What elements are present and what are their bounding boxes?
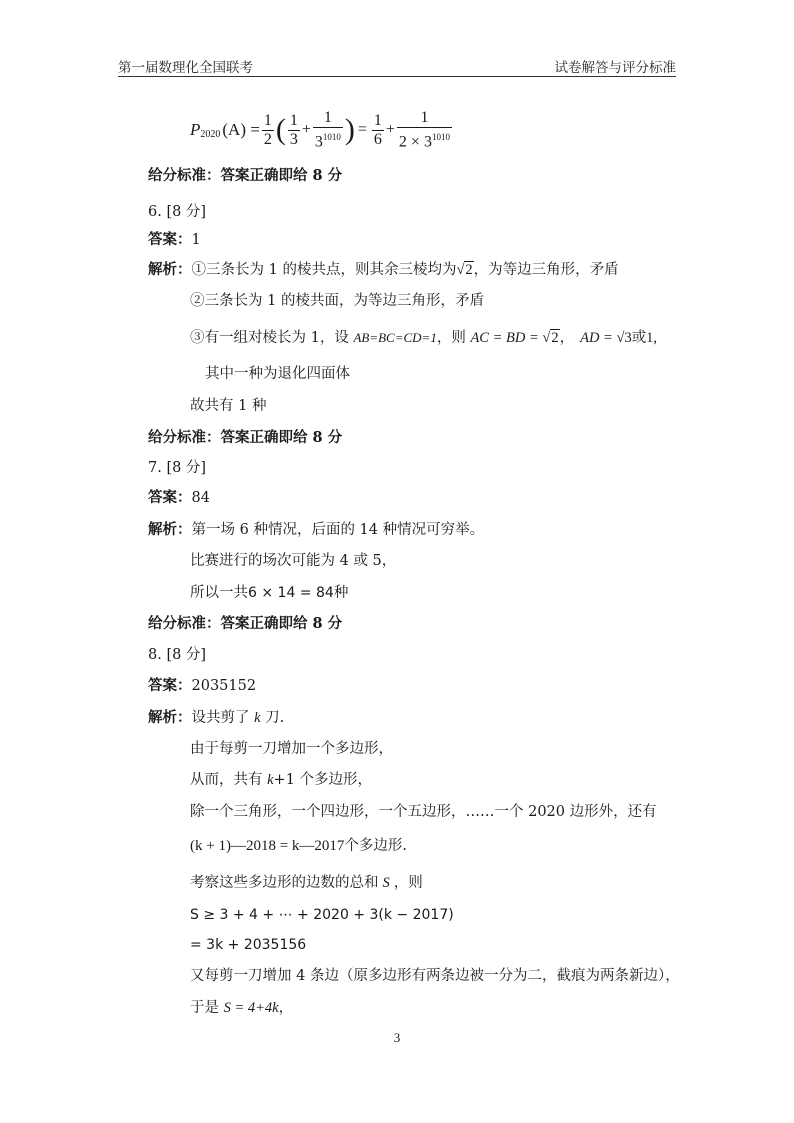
question-title: 6. [8 分]	[148, 204, 207, 220]
solution-line: 所以一共6 × 14 = 84种	[190, 585, 349, 601]
solution-line: 考察这些多边形的边数的总和 S ，则	[190, 875, 423, 891]
question-title: 8. [8 分]	[148, 647, 207, 663]
math-line: = 3k + 2035156	[190, 937, 307, 953]
score-note: 给分标准：答案正确即给 8 分	[148, 615, 343, 632]
solution-line: ③有一组对棱长为 1，设 AB=BC=CD=1，则 AC = BD = √2， AD = √3或1,	[190, 330, 658, 346]
sqrt-expression: √2	[456, 262, 473, 278]
solution-line: 故共有 1 种	[190, 398, 267, 414]
header-divider	[118, 76, 676, 77]
fraction: $\frac{1}{6}$	[373, 111, 382, 148]
solution-line: (k + 1)—2018 = k—2017个多边形.	[190, 838, 408, 854]
answer-line: 答案：1	[148, 231, 201, 248]
solution-line: ②三条长为 1 的棱共面，为等边三角形，矛盾	[190, 293, 484, 309]
page-header	[118, 56, 676, 76]
fraction: $\frac{1}{2 \times 3^{1010}}$	[398, 108, 450, 151]
solution-line: 比赛进行的场次可能为 4 或 5，	[190, 553, 397, 569]
solution-line: 又每剪一刀增加 4 条边（原多边形有两条边被一分为二，截痕为两条新边），	[190, 968, 680, 984]
question-title: 7. [8 分]	[148, 460, 207, 476]
answer-line: 答案：84	[148, 489, 210, 506]
solution-line: 由于每剪一刀增加一个多边形，	[190, 741, 393, 757]
score-note: 给分标准：答案正确即给 8 分	[148, 167, 343, 184]
header-left: 第一届数理化全国联考	[118, 60, 253, 76]
solution-line: 除一个三角形，一个四边形，一个五边形，……一个 2020 边形外，还有	[190, 804, 657, 820]
solution-line: 于是 S = 4+4k，	[190, 1000, 294, 1016]
header-right: 试卷解答与评分标准	[554, 60, 676, 76]
fraction: $\frac{1}{3}$	[289, 111, 298, 148]
solution-line: 解析：第一场 6 种情况，后面的 14 种情况可穷举。	[148, 521, 485, 538]
fraction: $\frac{1}{3^{1010}}$	[314, 108, 341, 151]
fraction: $\frac{1}{2}$	[263, 111, 272, 148]
page-number: 3	[393, 1030, 401, 1045]
solution-line: 解析：①三条长为 1 的棱共点，则其余三棱均为√2，为等边三角形，矛盾	[148, 261, 619, 278]
solution-line: 从而，共有 k+1 个多边形，	[190, 772, 373, 788]
solution-line: 解析：设共剪了 k 刀.	[148, 709, 285, 726]
formula-p2020: P $_{2020}$ (A) = $\frac{1}{2}$ ( $\frac{1}{3}$ + $\frac{1}{3^{1010}}$ ) = $\frac{1}{6}$ + $\frac{1}{2 \times 3^{1010}}$	[190, 108, 450, 151]
math-line: S ≥ 3 + 4 + ⋯ + 2020 + 3(k − 2017)	[190, 907, 454, 923]
score-note: 给分标准：答案正确即给 8 分	[148, 429, 343, 446]
answer-line: 答案：2035152	[148, 677, 257, 694]
solution-line: 其中一种为退化四面体	[205, 366, 350, 382]
